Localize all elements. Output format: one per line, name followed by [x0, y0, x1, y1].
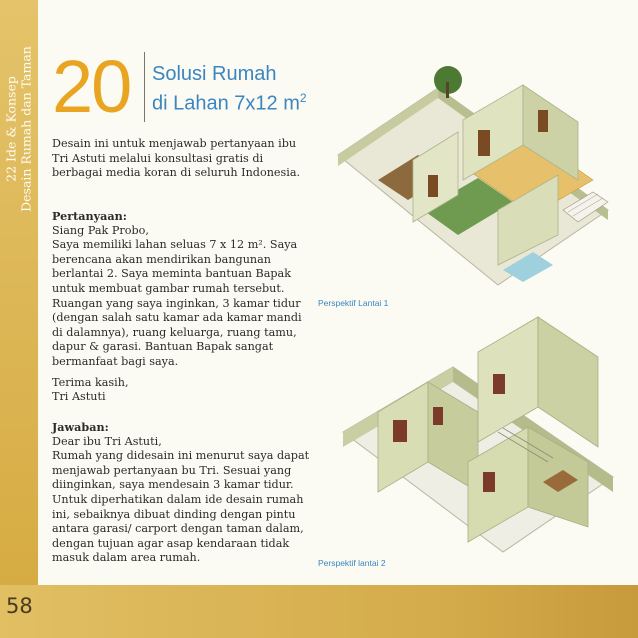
book-title-vertical — [0, 27, 38, 232]
question-body: Saya memiliki lahan seluas 7 x 12 m². Saya berencana akan mendirikan bangunan berlantai 2. Saya meminta bantuan Bapak untuk membuat gambar rumah tersebut. Ruangan yang saya inginkan, 3 kamar tidur (dengan salah satu kamar ada kamar mandi di dalamnya), ruang keluarga, ruang tamu, dapur & garasi. Bantuan Bapak sangat bermanfaat bagi saya. — [52, 238, 302, 368]
floor1-caption: Perspektif Lantai 1 — [318, 298, 389, 308]
chapter-title-line2 — [152, 86, 307, 116]
chapter-title-sup: 2 — [299, 91, 307, 105]
chapter-number: 20 — [52, 45, 131, 128]
chapter-title — [152, 62, 307, 116]
title-divider — [144, 52, 145, 122]
intro-text: Desain ini untuk menjawab pertanyaan ibu Tri Astuti melalui konsultasi gratis di berbagai media koran di seluruh Indonesia. — [52, 137, 301, 180]
question-name: Tri Astuti — [52, 390, 106, 404]
book-title-line1: 22 Ide & Konsep — [3, 76, 19, 182]
intro-paragraph — [52, 137, 312, 181]
book-title-line2: Desain Rumah dan Taman — [18, 46, 34, 212]
question-closing: Terima kasih, — [52, 375, 129, 389]
floor1-perspective-illustration — [318, 60, 618, 300]
chapter-title-line1: Solusi Rumah — [152, 63, 277, 85]
chapter-title-line2-text: di Lahan 7x12 m — [152, 92, 300, 115]
side-band — [0, 0, 38, 585]
floor2-perspective-illustration — [318, 312, 618, 582]
bottom-band — [0, 585, 638, 638]
answer-section — [52, 420, 312, 566]
question-section — [52, 209, 312, 405]
page-number: 58 — [6, 594, 33, 618]
answer-heading: Jawaban: — [52, 420, 109, 434]
answer-greeting: Dear ibu Tri Astuti, — [52, 434, 162, 448]
answer-body: Rumah yang didesain ini menurut saya dapat menjawab pertanyaan bu Tri. Sesuai yang diinginkan, saya mendesain 3 kamar tidur. Untuk diperhatikan dalam ide desain rumah ini, sebaiknya dibuat dinding dengan pintu antara garasi/ carport dengan taman dalam, dengan tujuan agar asap kendaraan tidak masuk dalam area rumah. — [52, 449, 310, 565]
floor2-caption: Perspektif lantai 2 — [318, 558, 386, 568]
question-heading: Pertanyaan: — [52, 209, 127, 223]
question-greeting: Siang Pak Probo, — [52, 223, 149, 237]
